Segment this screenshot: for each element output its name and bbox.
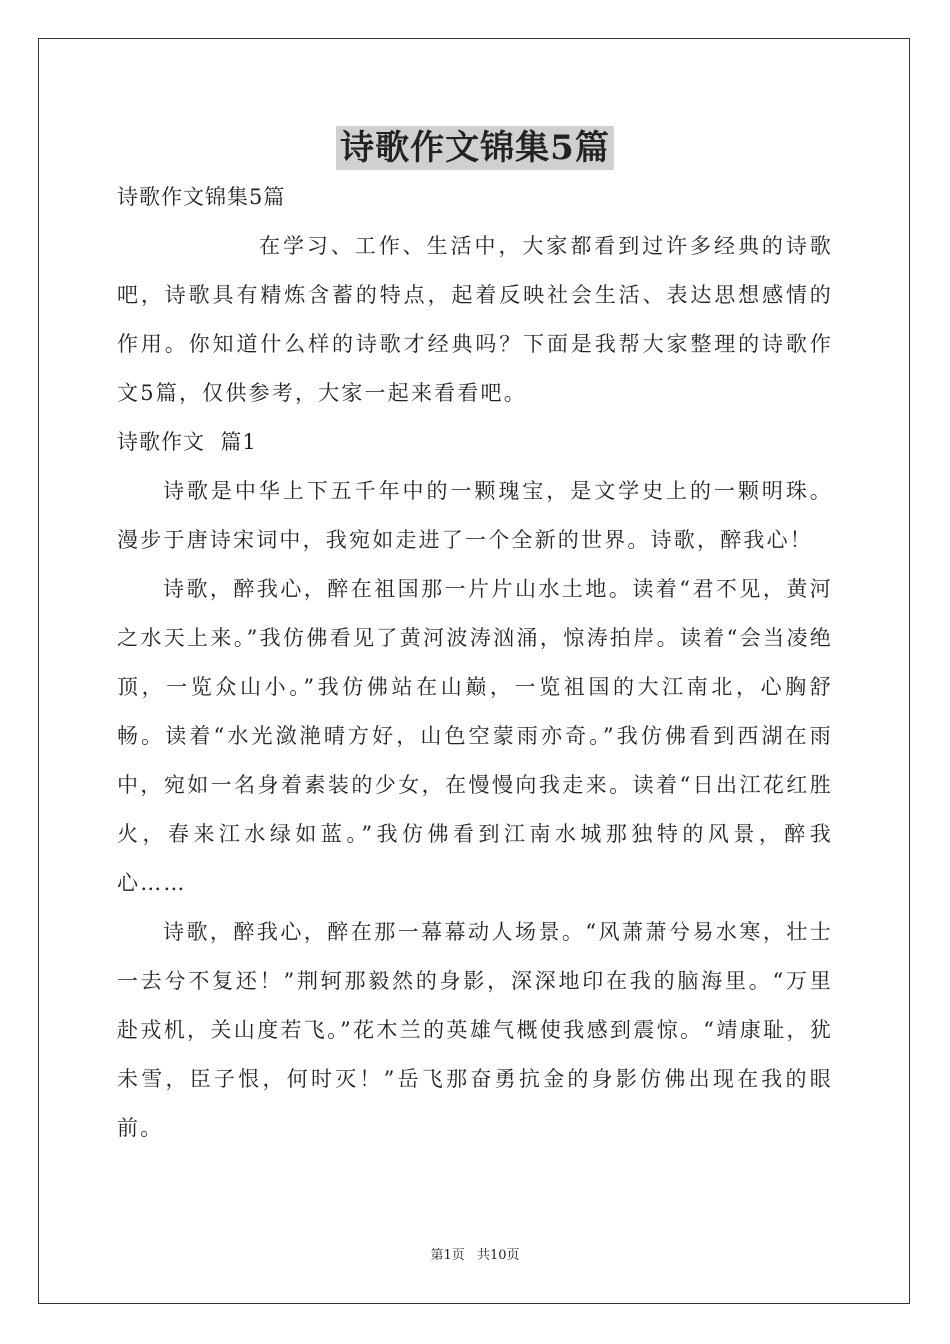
document-subtitle: 诗歌作文锦集5篇 [117,185,286,209]
title-container [0,126,950,170]
page-footer [0,1246,950,1266]
page-number: 第1页 [430,1248,465,1263]
document-title: 诗歌作文锦集5篇 [336,126,614,170]
document-body [117,173,833,1153]
body-paragraph-3: 诗歌，醉我心，醉在那一幕幕动人场景。“风萧萧兮易水寒，壮士一去兮不复还！”荆轲那毅然的身影，深深地印在我的脑海里。“万里赴戎机，关山度若飞。”花木兰的英雄气概使我感到震惊。“靖康耻，犹未雪，臣子恨，何时灭！”岳飞那奋勇抗金的身影仿佛出现在我的眼前。 [117,920,833,1140]
intro-paragraph: 在学习、工作、生活中，大家都看到过许多经典的诗歌吧，诗歌具有精炼含蓄的特点，起着反映社会生活、表达思想感情的作用。你知道什么样的诗歌才经典吗？下面是我帮大家整理的诗歌作文5篇，仅供参考，大家一起来看看吧。 [117,234,833,405]
body-paragraph-1: 诗歌是中华上下五千年中的一颗瑰宝，是文学史上的一颗明珠。漫步于唐诗宋词中，我宛如走进了一个全新的世界。诗歌，醉我心！ [117,479,833,552]
body-paragraph-2: 诗歌，醉我心，醉在祖国那一片片山水土地。读着“君不见，黄河之水天上来。”我仿佛看见了黄河波涛汹涌，惊涛拍岸。读着“会当凌绝顶，一览众山小。”我仿佛站在山巅，一览祖国的大江南北，心胸舒畅。读着“水光潋滟晴方好，山色空蒙雨亦奇。”我仿佛看到西湖在雨中，宛如一名身着素装的少女，在慢慢向我走来。读着“日出江花红胜火，春来江水绿如蓝。”我仿佛看到江南水城那独特的风景，醉我心…… [117,577,833,895]
page-total: 共10页 [476,1248,520,1263]
section-heading: 诗歌作文 篇1 [117,430,257,454]
